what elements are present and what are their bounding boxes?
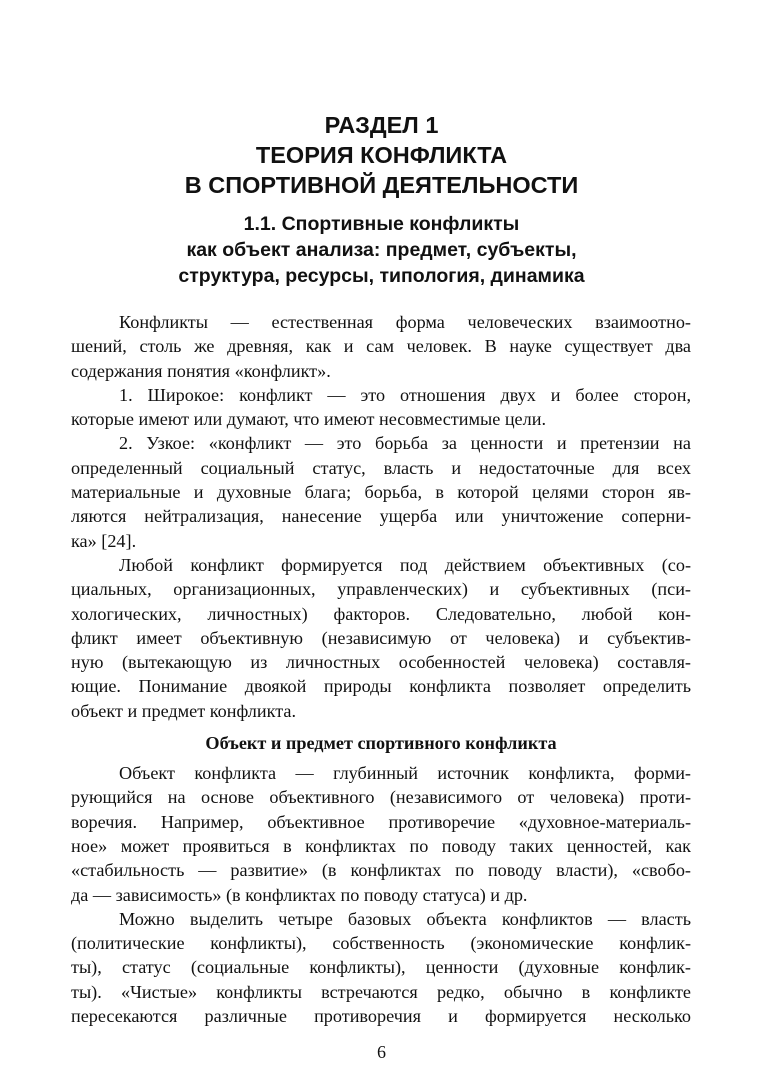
text-line: ющие. Понимание двоякой природы конфликта позволяет определить <box>71 676 691 697</box>
page-number: 6 <box>377 1042 386 1062</box>
text-line: содержания понятия «конфликт». <box>71 360 331 381</box>
paragraph <box>71 310 691 383</box>
text-line: (политические конфликты), собственность (экономические конфлик- <box>71 933 691 954</box>
section-title-line: РАЗДЕЛ 1 <box>324 112 439 138</box>
text-line: циальных, организационных, управленческих) и субъективных (пси- <box>71 579 691 600</box>
text-line: определенный социальный статус, власть и недостаточные для всех <box>71 457 691 478</box>
text-line: ты). «Чистые» конфликты встречаются редко, обычно в конфликте <box>71 981 691 1002</box>
text-line: шений, столь же древняя, как и сам человек. В науке существует два <box>71 336 691 357</box>
subsection-title-line: структура, ресурсы, типология, динамика <box>178 265 585 287</box>
text-line: материальные и духовные блага; борьба, в которой целями сторон яв- <box>71 482 691 503</box>
subheading: Объект и предмет спортивного конфликта <box>205 733 557 754</box>
text-line: объект и предмет конфликта. <box>71 700 296 721</box>
text-line: ляются нейтрализация, нанесение ущерба или уничтожение соперни- <box>71 506 691 527</box>
text-line: Объект конфликта — глубинный источник конфликта, форми- <box>119 763 691 784</box>
paragraph <box>71 907 691 1028</box>
text-line: 2. Узкое: «конфликт — это борьба за ценности и претензии на <box>119 433 691 454</box>
body-text <box>71 310 691 1028</box>
text-line: «стабильность — развитие» (в конфликтах по поводу власти), «свобо- <box>71 860 691 881</box>
text-line: ты), статус (социальные конфликты), ценности (духовные конфлик- <box>71 957 691 978</box>
paragraph <box>71 383 691 432</box>
section-title <box>0 110 763 200</box>
paragraph <box>71 553 691 723</box>
text-line: хологических, личностных) факторов. Следовательно, любой кон- <box>71 603 691 624</box>
text-line: да — зависимость» (в конфликтах по поводу статуса) и др. <box>71 884 528 905</box>
text-line: воречия. Например, объективное противоречие «духовное-материаль- <box>71 811 691 832</box>
text-line: Можно выделить четыре базовых объекта конфликтов — власть <box>119 908 691 929</box>
text-line: ное» может проявиться в конфликтах по поводу таких ценностей, как <box>71 835 691 856</box>
text-line: рующийся на основе объективного (независимого от человека) проти- <box>71 787 691 808</box>
subsection-title <box>0 211 763 289</box>
paragraph <box>71 431 691 552</box>
text-line: ка» [24]. <box>71 530 137 551</box>
section-title-line: ТЕОРИЯ КОНФЛИКТА <box>255 142 508 168</box>
text-line: ную (вытекающую из личностных особенностей человека) составля- <box>71 652 691 673</box>
text-line: Любой конфликт формируется под действием объективных (со- <box>119 554 691 575</box>
text-line: 1. Широкое: конфликт — это отношения двух и более сторон, <box>119 384 691 405</box>
subsection-title-line: как объект анализа: предмет, субъекты, <box>186 239 577 261</box>
text-line: фликт имеет объективную (независимую от человека) и субъектив- <box>71 627 691 648</box>
text-line: пересекаются различные противоречия и формируется несколько <box>71 1006 691 1027</box>
text-line: Конфликты — естественная форма человеческих взаимоотно- <box>119 312 691 332</box>
text-line: которые имеют или думают, что имеют несовместимые цели. <box>71 409 546 430</box>
subsection-title-line: 1.1. Спортивные конфликты <box>243 213 520 235</box>
paragraph <box>71 761 691 907</box>
section-title-line: В СПОРТИВНОЙ ДЕЯТЕЛЬНОСТИ <box>184 172 579 198</box>
